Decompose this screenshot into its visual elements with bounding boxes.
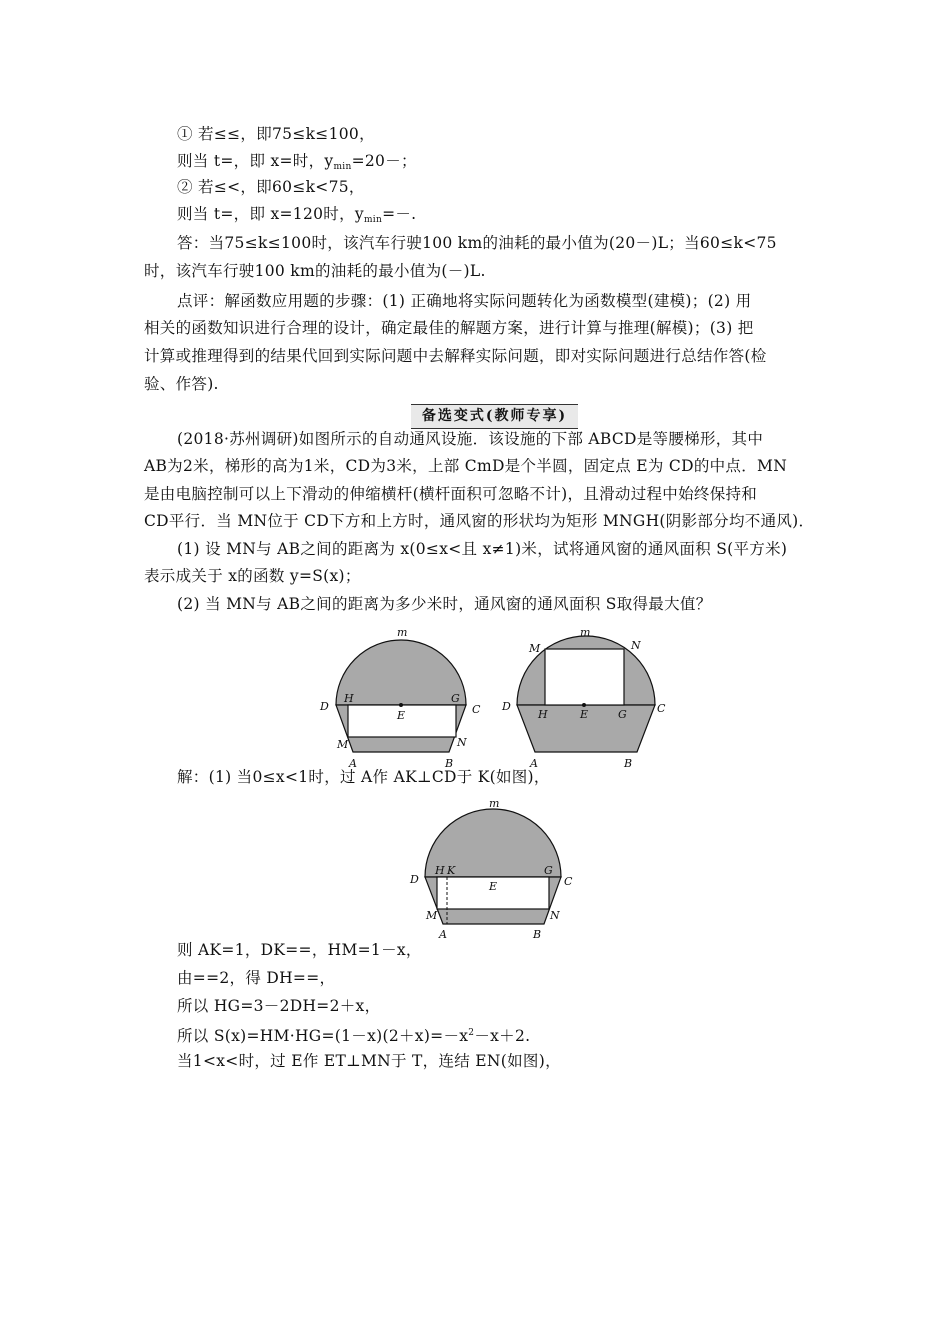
label-E: E: [580, 708, 589, 721]
figure-mn-above-cd: [500, 622, 675, 770]
text-line: 解：(1) 当0≤x<1时，过 A作 AK⊥CD于 K(如图)，: [177, 768, 550, 786]
label-m: m: [397, 626, 408, 639]
label-N: N: [631, 639, 641, 652]
label-m: m: [580, 626, 591, 639]
text-line: CD平行．当 MN位于 CD下方和上方时，通风窗的形状均为矩形 MNGH(阴影部分均不通风)．: [144, 512, 815, 530]
text-line: 验、作答).: [144, 375, 219, 393]
label-D: D: [502, 700, 511, 713]
label-E: E: [397, 709, 406, 722]
text-line: 当1<x<时，过 E作 ET⊥MN于 T，连结 EN(如图)，: [177, 1052, 561, 1070]
text-line: AB为2米，梯形的高为1米，CD为3米，上部 CmD是个半圆，固定点 E为 CD的中点．MN: [144, 457, 788, 475]
text-line: 相关的函数知识进行合理的设计，确定最佳的解题方案，进行计算与推理(解模)；(3) 把: [144, 319, 754, 337]
label-H: H: [435, 864, 445, 877]
label-M: M: [529, 642, 541, 655]
label-A: A: [530, 757, 538, 770]
text-line: ① 若≤≤，即75≤k≤100，: [177, 125, 375, 143]
text-line: 所以 $S(x)=HM\cdot HG=(1-x)(2+x)=-x^2-x+2$.: [177, 1027, 531, 1045]
label-K: K: [447, 864, 456, 877]
label-C: C: [564, 875, 573, 888]
label-H: H: [344, 692, 354, 705]
label-M: M: [337, 738, 349, 751]
text-line: 由==2，得 DH==，: [177, 969, 336, 987]
label-G: G: [544, 864, 553, 877]
figure-solution-ak: [407, 793, 587, 941]
section-banner: 备选变式(教师专享): [411, 404, 578, 429]
label-D: D: [410, 873, 419, 886]
label-m: m: [489, 797, 500, 810]
text-line: 计算或推理得到的结果代回到实际问题中去解释实际问题，即对实际问题进行总结作答(检: [144, 347, 767, 365]
label-M: M: [426, 909, 438, 922]
label-G: G: [618, 708, 627, 721]
text-line: 时，该汽车行驶100 km的油耗的最小值为(－)L.: [144, 262, 486, 280]
label-B: B: [445, 757, 454, 770]
label-B: B: [624, 757, 633, 770]
label-A: A: [349, 757, 357, 770]
text-line: 点评：解函数应用题的步骤：(1) 正确地将实际问题转化为函数模型(建模)；(2) 用: [177, 292, 752, 310]
text-line: 答：当75≤k≤100时，该汽车行驶100 km的油耗的最小值为(20－)L；当60≤k<75: [177, 234, 777, 252]
text-line: 表示成关于 x的函数 y=S(x)；: [144, 567, 361, 585]
text-line: 是由电脑控制可以上下滑动的伸缩横杆(横杆面积可忽略不计)，且滑动过程中始终保持和: [144, 485, 758, 503]
label-G: G: [451, 692, 460, 705]
label-H: H: [538, 708, 548, 721]
text-line: (1) 设 MN与 AB之间的距离为 x(0≤x<且 x≠1)米，试将通风窗的通风面积 S(平方米): [177, 540, 788, 558]
label-N: N: [550, 909, 560, 922]
text-line: ② 若≤<，即60≤k<75，: [177, 178, 365, 196]
text-line: (2) 当 MN与 AB之间的距离为多少米时，通风窗的通风面积 S取得最大值？: [177, 595, 712, 613]
label-E: E: [489, 880, 498, 893]
figure-mn-below-cd: [318, 622, 498, 770]
label-C: C: [472, 703, 481, 716]
text-line: 则 AK=1，DK==，HM=1－x，: [177, 941, 422, 959]
label-N: N: [457, 736, 467, 749]
text-line: (2018·苏州调研)如图所示的自动通风设施．该设施的下部 ABCD是等腰梯形，其中: [177, 430, 764, 448]
label-D: D: [320, 700, 329, 713]
text-line: 则当 t=，即 x=时，$y_{min}=20-$；: [177, 152, 417, 172]
label-A: A: [439, 928, 447, 941]
text-line: 则当 t=，即 x=120时，$y_{min}=-$.: [177, 205, 417, 225]
label-B: B: [533, 928, 542, 941]
label-C: C: [657, 702, 666, 715]
text-line: 所以 HG=3－2DH=2＋x，: [177, 997, 381, 1015]
